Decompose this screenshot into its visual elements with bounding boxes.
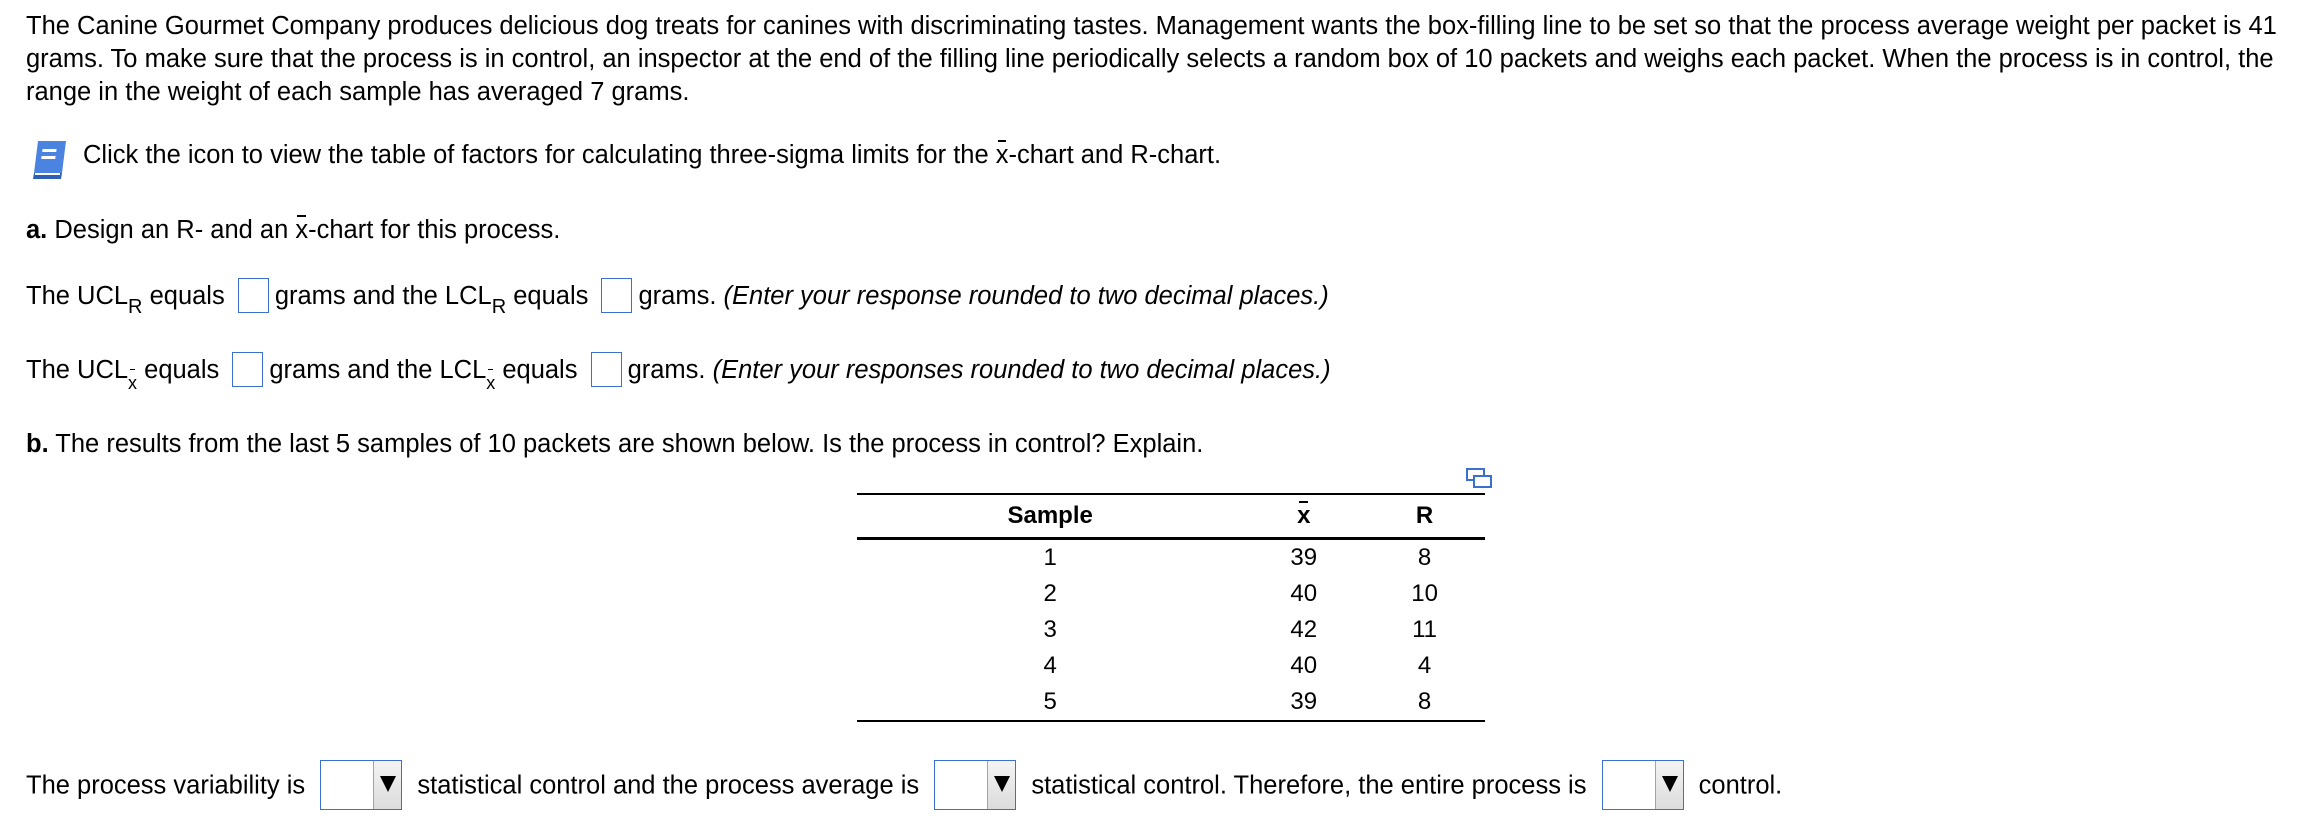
conclusion-line: The process variability is statistical control and the process average is statistical control. Therefore, the entire process is control.: [26, 762, 1782, 812]
col-sample: Sample: [857, 494, 1243, 539]
chevron-down-icon: [373, 761, 401, 809]
xbar-symbol: x: [995, 141, 1009, 169]
r-chart-limits-line: The $UCL_R$ equals grams and the $LCL_R$ equals grams. (Enter your response rounded to two decimal places.): [26, 280, 1329, 315]
table-row: 2 40 10: [1043, 580, 1438, 607]
overall-dropdown[interactable]: [1602, 760, 1684, 810]
table-row: 1 39 8: [1043, 544, 1432, 571]
rounding-instruction: (Enter your response rounded to two decimal places.): [723, 282, 1329, 311]
table-header-row: [857, 494, 1485, 539]
rounding-instruction: (Enter your responses rounded to two decimal places.): [712, 356, 1331, 385]
help-line: [83, 141, 1221, 170]
table-row: 5 39 8: [857, 684, 1485, 721]
average-dropdown[interactable]: [934, 760, 1016, 810]
variability-dropdown[interactable]: [320, 760, 402, 810]
help-text: Click the icon to view the table of factors for calculating three-sigma limits for the: [83, 141, 996, 169]
part-b-heading: b. The results from the last 5 samples of 10 packets are shown below. Is the process in control? Explain.: [26, 430, 1204, 458]
lcl-x-input[interactable]: [591, 352, 622, 387]
ucl-x-input[interactable]: [232, 352, 263, 387]
help-text-end: -chart and R-chart.: [1008, 141, 1222, 169]
chevron-down-icon: [1655, 761, 1683, 809]
ucl-r-input[interactable]: [238, 278, 269, 313]
problem-statement: The Canine Gourmet Company produces delicious dog treats for canines with discriminating tastes. Management wants the box-filling line to be set so that the process average weight per packet is 41 grams. To make sure that the process is in control, an inspector at the end of the filling line periodically selects a random box of 10 packets and weighs each packet. When the process is in control, the range in the weight of each sample has averaged 7 grams.: [26, 12, 2277, 106]
part-a-heading: a. Design an R- and an x-chart for this process.: [26, 216, 561, 244]
book-icon[interactable]: [30, 139, 70, 181]
samples-table: [857, 493, 1485, 722]
copy-icon[interactable]: [1466, 466, 1492, 490]
table-row: 3 42 11: [1043, 616, 1438, 643]
col-range: R: [1364, 494, 1485, 539]
lcl-r-input[interactable]: [601, 278, 632, 313]
chevron-down-icon: [987, 761, 1015, 809]
table-row: 4 40 4: [1043, 652, 1432, 679]
x-chart-limits-line: The UCLx equals grams and the LCLx equals grams. (Enter your responses rounded to two decimal places.): [26, 354, 1331, 389]
xbar-symbol: x: [295, 216, 309, 244]
col-xbar: x: [1243, 494, 1364, 539]
